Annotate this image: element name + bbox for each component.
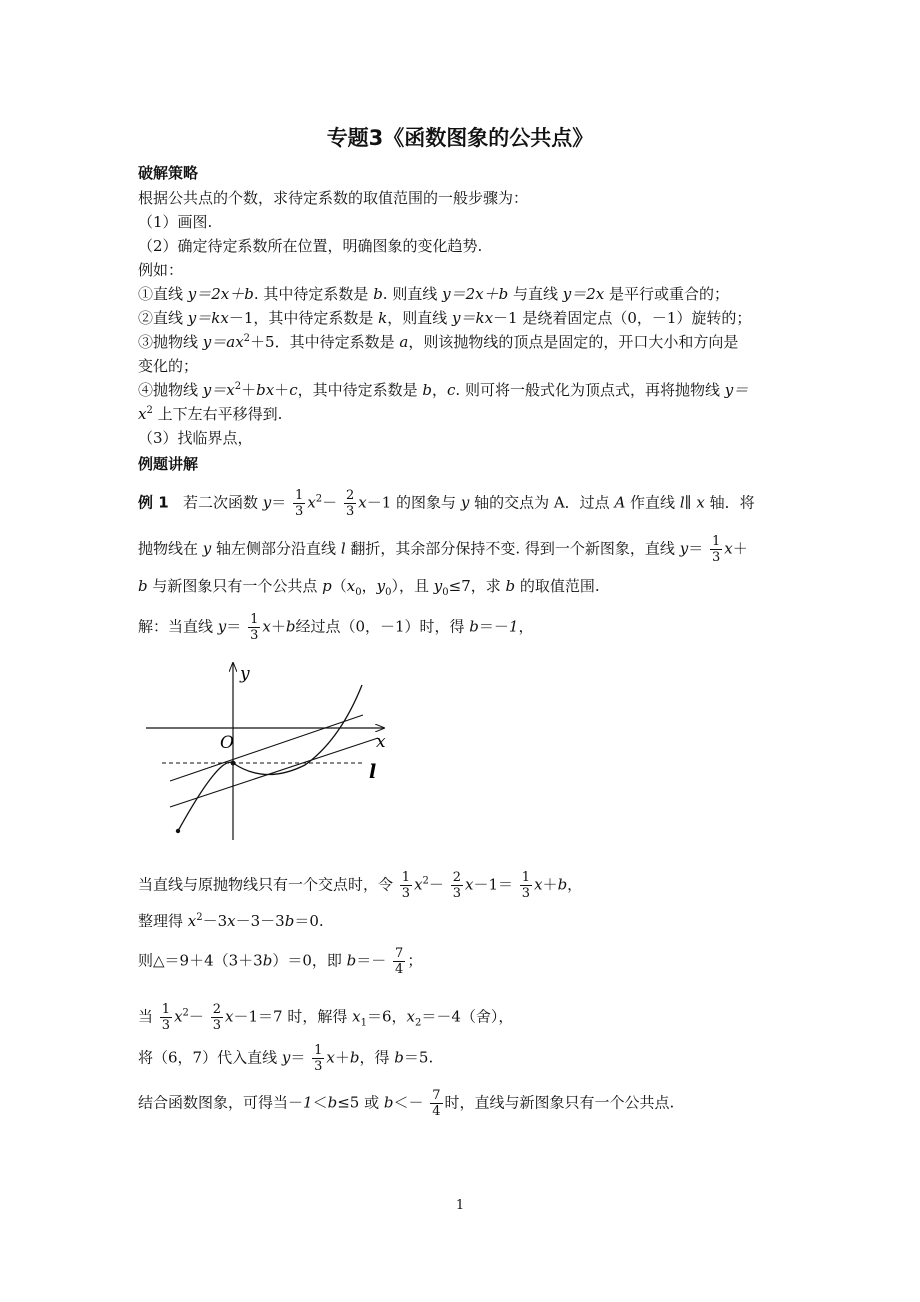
solution-line-3: 整理得 $x^2-3x-3-3b=0$. bbox=[138, 912, 324, 930]
x-axis-label: x bbox=[376, 732, 386, 752]
tangent-line bbox=[170, 738, 378, 807]
example-1-line-2: 抛物线在 y 轴左侧部分沿直线 l 翻折，其余部分保持不变. 得到一个新图象，直线 y＝ $\frac{1}{3}$ x＋ bbox=[138, 534, 748, 565]
solution-line-6: 将（6，7）代入直线 y＝ $\frac{1}{3}$ x＋b，得 b＝5. bbox=[138, 1043, 434, 1074]
solution-line-7: 结合函数图象，可得当－1＜b≤5 或 b＜－ $\frac{7}{4}$ 时，直线与新图象只有一个公共点. bbox=[138, 1088, 675, 1119]
intro-text: 根据公共点的个数，求待定系数的取值范围的一般步骤为： bbox=[138, 189, 529, 207]
section-heading-examples: 例题讲解 bbox=[138, 455, 199, 473]
step-1: （1）画图. bbox=[138, 213, 213, 231]
new-graph-curve bbox=[178, 685, 362, 831]
example-1-line-3: b 与新图象只有一个公共点 $p(x_0$，$y_0$），且 $y_0\le 7$，求 b 的取值范围. bbox=[138, 577, 600, 598]
y-axis-label: y bbox=[240, 664, 250, 684]
case-3-cont: 变化的； bbox=[138, 357, 199, 375]
line-through-a bbox=[170, 715, 363, 781]
case-4-cont: $x^2$ 上下左右平移得到. bbox=[138, 405, 283, 423]
function-graph bbox=[140, 655, 400, 845]
case-2: ②直线 y＝kx－1，其中待定系数是 k，则直线 y＝kx－1 是绕着固定点（0，－1）旋转的； bbox=[138, 309, 752, 327]
origin-label: O bbox=[220, 733, 234, 753]
example-intro: 例如： bbox=[138, 261, 184, 279]
page-number: 1 bbox=[455, 1198, 465, 1213]
curve-endpoint bbox=[176, 829, 180, 833]
case-1: ①直线 y＝2x＋b. 其中待定系数是 b. 则直线 y＝2x＋b 与直线 y＝2x 是平行或重合的； bbox=[138, 285, 730, 303]
step-3: （3）找临界点， bbox=[138, 429, 253, 447]
solution-line-1: 解：当直线 y＝ $\frac{1}{3}$ x＋b经过点（0，－1）时，得 b＝－1， bbox=[138, 612, 534, 643]
point-a bbox=[231, 761, 236, 766]
solution-line-4: 则△＝9＋4（3＋3b）＝0，即 b＝－ $\frac{7}{4}$ ； bbox=[138, 946, 423, 977]
page-title: 专题3《函数图象的公共点》 bbox=[326, 126, 594, 150]
step-2: （2）确定待定系数所在位置，明确图象的变化趋势. bbox=[138, 237, 483, 255]
case-4: ④抛物线 $y=x^2+bx+c$，其中待定系数是 b，c. 则可将一般式化为顶点式，再将抛物线 y＝ bbox=[138, 381, 749, 399]
case-3: ③抛物线 $y=ax^2+5$．其中待定系数是 a，则该抛物线的顶点是固定的，开口大小和方向是 bbox=[138, 333, 739, 351]
solution-line-5: 当 $\frac{1}{3}$ $x^2-$ $\frac{2}{3}$ x－1＝7 时，解得 $x_1=6$，$x_2=-4$（舍）， bbox=[138, 1002, 514, 1033]
example-1-line-1: 例 1 若二次函数 y＝ $\frac{1}{3}$ $x^2-$ $\frac{2}{3}$ x－1 的图象与 y 轴的交点为 A．过点 A 作直线 l∥ x 轴．将 bbox=[138, 488, 755, 519]
solution-line-2: 当直线与原抛物线只有一个交点时，令 $\frac{1}{3}$ $x^2-$ $\frac{2}{3}$ x－1＝ $\frac{1}{3}$ x＋b， bbox=[138, 870, 583, 901]
line-l-label: l bbox=[369, 761, 377, 783]
section-heading-strategy: 破解策略 bbox=[138, 164, 199, 182]
